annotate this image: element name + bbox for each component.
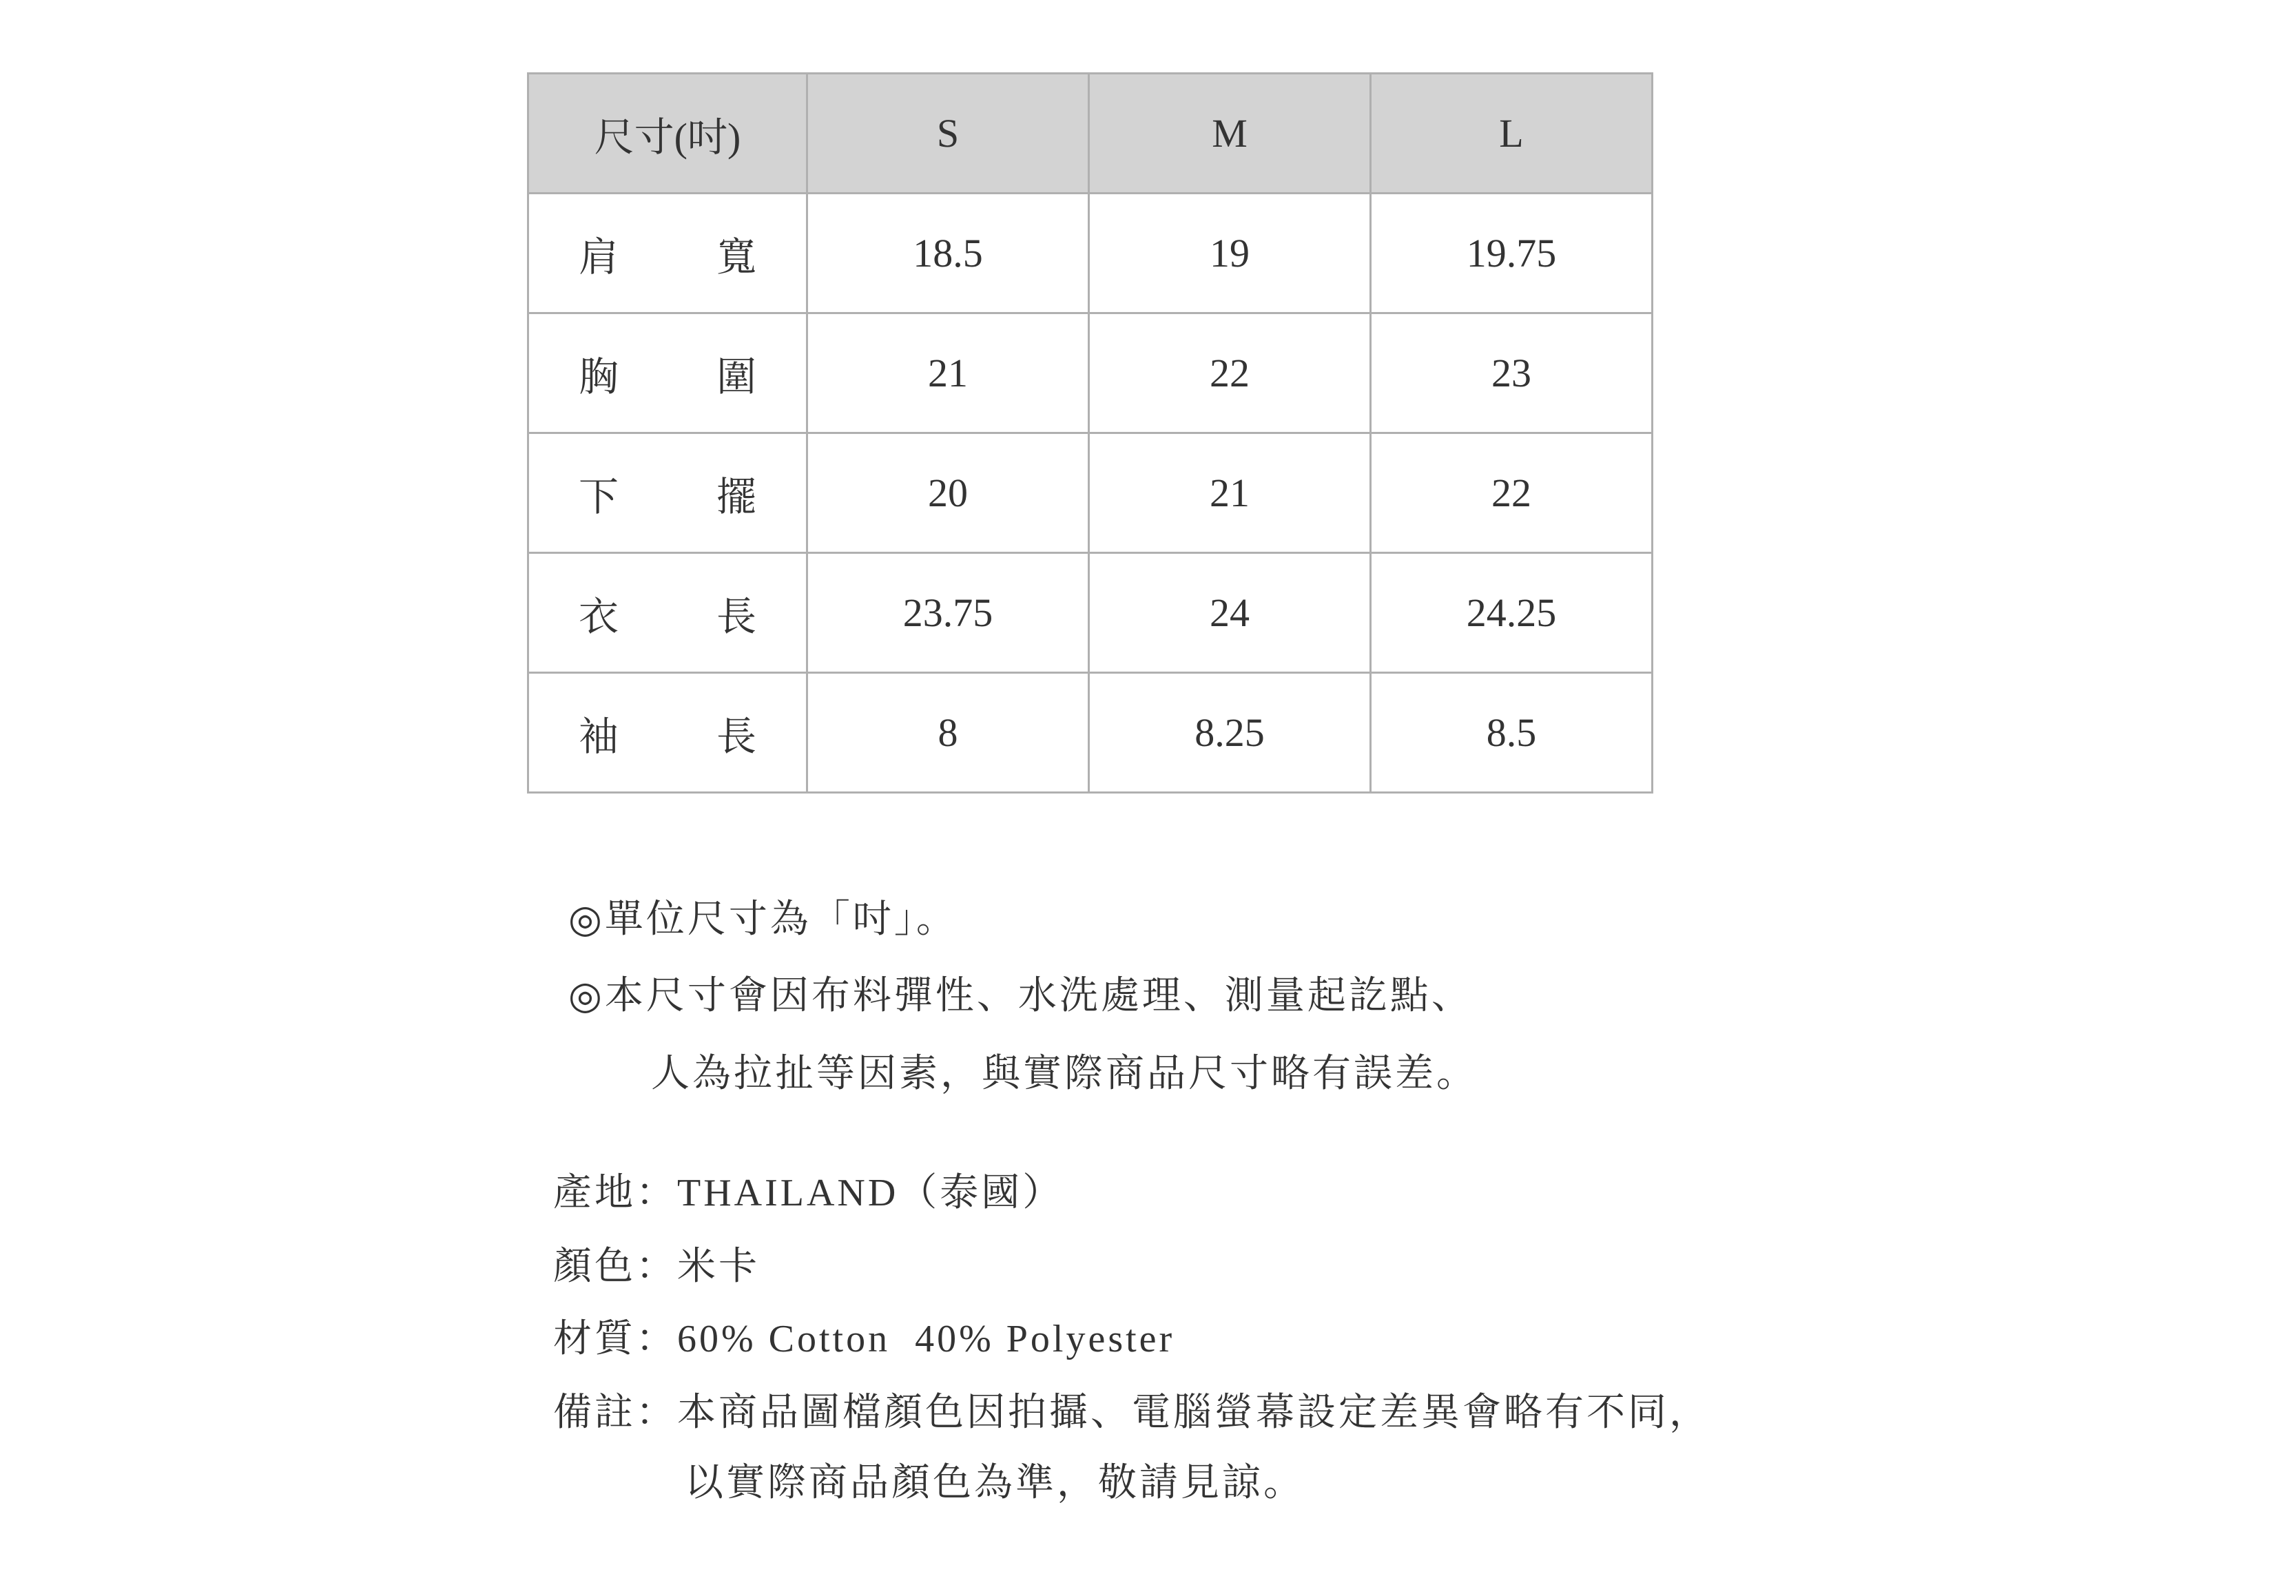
label-part: 袖 <box>579 714 619 759</box>
label-part: 長 <box>716 594 756 639</box>
header-size-unit: 尺寸(吋) <box>528 74 807 194</box>
cell: 23 <box>1371 313 1653 433</box>
size-chart-table <box>527 72 1653 794</box>
cell: 23.75 <box>807 553 1089 673</box>
row-label <box>528 194 807 313</box>
table-row <box>528 433 1653 553</box>
header-size-l: L <box>1371 74 1653 194</box>
label-part: 胸 <box>579 354 619 400</box>
header-size-s: S <box>807 74 1089 194</box>
cell: 8.25 <box>1089 673 1371 793</box>
cell: 24.25 <box>1371 553 1653 673</box>
material-text: 材質：60% Cotton 40% Polyester <box>553 1318 1175 1360</box>
cell: 8 <box>807 673 1089 793</box>
color-text: 顏色：米卡 <box>553 1245 760 1288</box>
cell: 22 <box>1371 433 1653 553</box>
note-unit: ◎單位尺寸為「吋」。 <box>568 898 958 941</box>
table-row <box>528 553 1653 673</box>
label-part: 衣 <box>579 594 619 639</box>
row-label <box>528 673 807 793</box>
label-part: 擺 <box>716 474 756 519</box>
cell: 19.75 <box>1371 194 1653 313</box>
cell: 22 <box>1089 313 1371 433</box>
origin-text: 產地：THAILAND（泰國） <box>553 1172 1064 1214</box>
cell: 8.5 <box>1371 673 1653 793</box>
note-variance: ◎本尺寸會因布料彈性、水洗處理、測量起訖點、 <box>568 975 1473 1017</box>
table-row <box>528 313 1653 433</box>
row-label <box>528 553 807 673</box>
label-part: 下 <box>579 474 619 519</box>
table-row <box>528 194 1653 313</box>
note-variance-cont: 人為拉扯等因素，與實際商品尺寸略有誤差。 <box>651 1053 1478 1095</box>
cell: 20 <box>807 433 1089 553</box>
table-header-row <box>528 74 1653 194</box>
cell: 21 <box>1089 433 1371 553</box>
label-part: 圍 <box>716 354 756 400</box>
header-size-m: M <box>1089 74 1371 194</box>
label-part: 長 <box>716 714 756 759</box>
cell: 19 <box>1089 194 1371 313</box>
remark-text: 備註：本商品圖檔顏色因拍攝、電腦螢幕設定差異會略有不同， <box>553 1391 1710 1434</box>
row-label <box>528 433 807 553</box>
row-label <box>528 313 807 433</box>
cell: 24 <box>1089 553 1371 673</box>
cell: 18.5 <box>807 194 1089 313</box>
table-row <box>528 673 1653 793</box>
remark-text-cont: 以實際商品顏色為準，敬請見諒。 <box>685 1462 1305 1504</box>
label-part: 寬 <box>716 234 756 280</box>
label-part: 肩 <box>579 234 619 280</box>
cell: 21 <box>807 313 1089 433</box>
